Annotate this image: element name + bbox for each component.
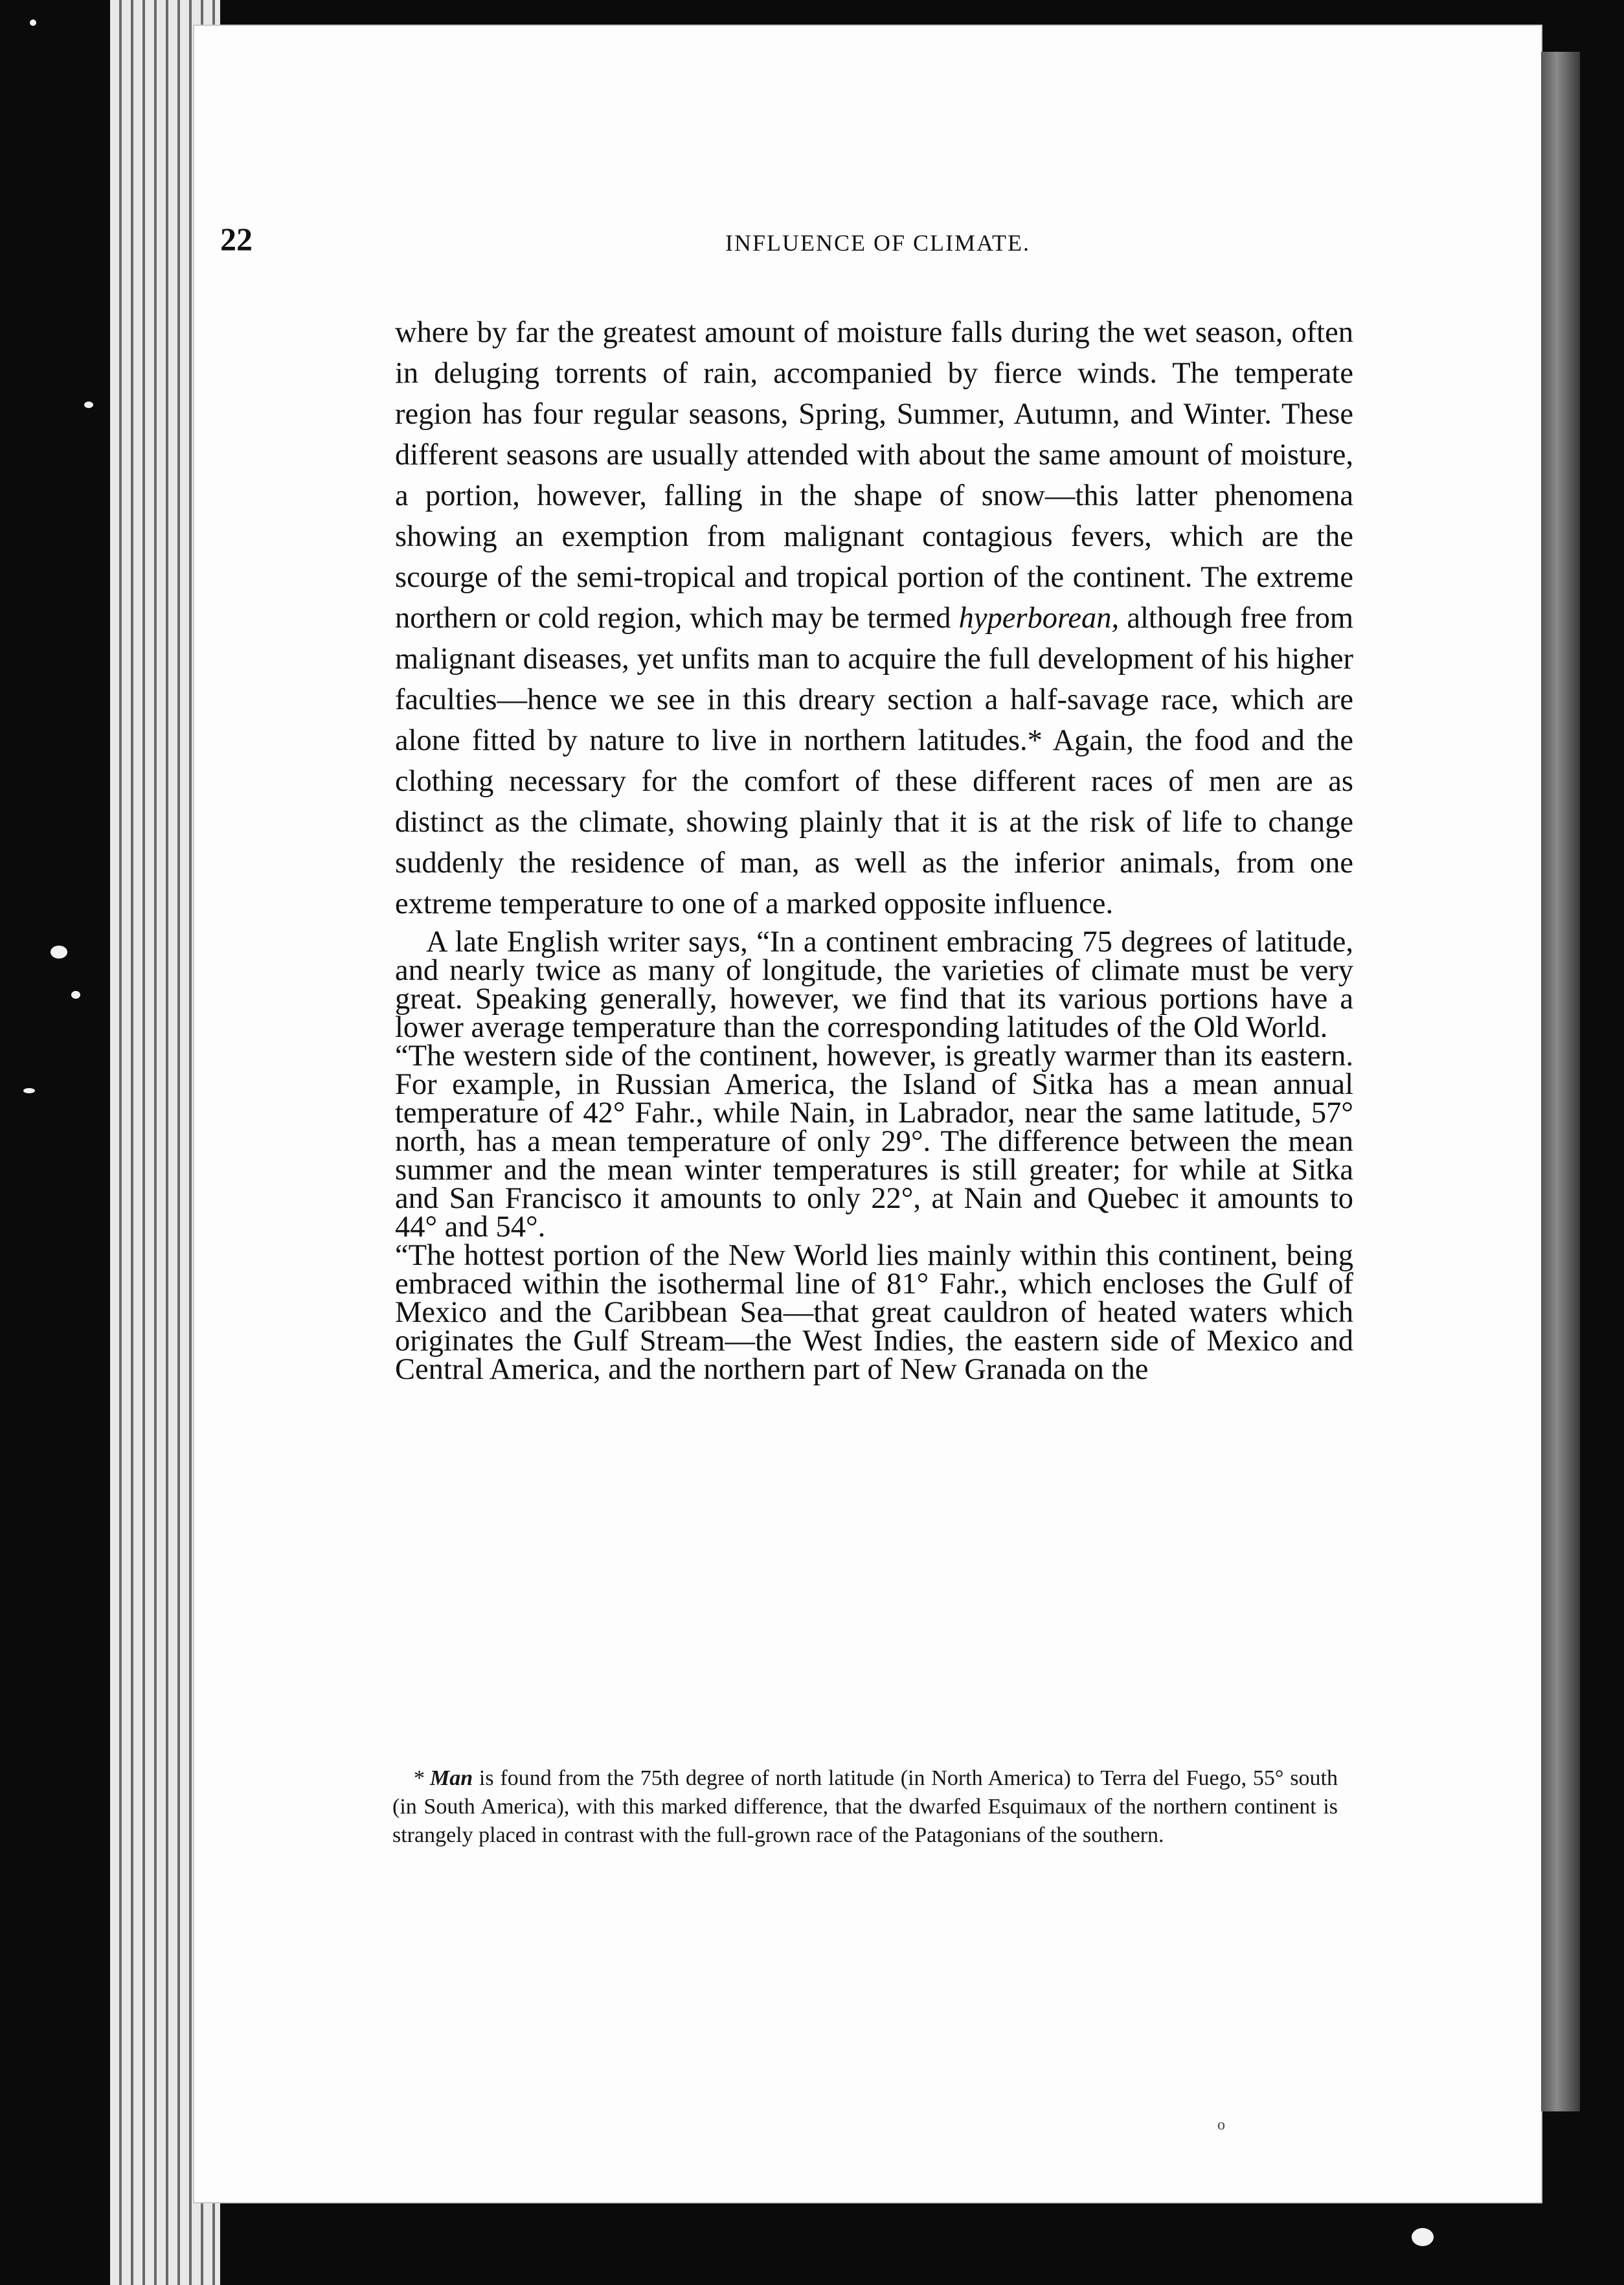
paragraph-1-italic-term: hyperborean, xyxy=(958,602,1120,635)
page-gutter-shadow xyxy=(1541,52,1580,2111)
footnote-text: is found from the 75th degree of north latitude (in North America) to Terra del Fuego, 55° south (in South America), with this marked difference, that the dwarfed Esquimaux of the northern continent is strangely placed in contrast with the full-grown race of the Patagonians of the southern. xyxy=(392,1766,1338,1847)
page-header xyxy=(220,220,1360,279)
paragraph-1-text-start: where by far the greatest amount of moisture falls during the wet season, often in deluging torrents of rain, accompanied by fierce winds. The temperate region has four regular seasons, Spring, Summer, Autumn, and Winter. These different seasons are usually attended with about the same amount of moisture, a portion, however, falling in the shape of snow—this latter phenomena showing an exemption from malignant contagious fevers, which are the scourge of the semi-tropical and tropical portion of the continent. The extreme northern or cold region, which may be termed xyxy=(395,316,1353,635)
scan-speck xyxy=(23,1088,35,1093)
scan-speck xyxy=(30,19,36,26)
running-head: INFLUENCE OF CLIMATE. xyxy=(725,230,1030,256)
footnote xyxy=(392,1764,1338,1850)
scan-speck xyxy=(51,946,67,959)
paragraph-3: “The western side of the continent, however, is greatly warmer than its eastern. For example, in Russian America, the Island of Sitka has a mean annual temperature of 42° Fahr., while Nain, in Labrador, near the same latitude, 57° north, has a mean temperature of only 29°. The difference between the mean summer and the mean winter temperatures is still greater; for while at Sitka and San Francisco it amounts to only 22°, at Nain and Quebec it amounts to 44° and 54°. xyxy=(395,1040,1353,1244)
scan-speck xyxy=(84,402,93,408)
page-number: 22 xyxy=(220,221,253,257)
scan-speck xyxy=(71,991,80,999)
footnote-italic-word: Man xyxy=(430,1766,473,1790)
paragraph-1-text-end: although free from malignant diseases, yet unfits man to acquire the full development of his higher faculties—hence we see in this dreary section a half-savage race, which are alone fitted by nature to live in northern latitudes.* Again, the food and the clothing necessary for the comfort of these different races of men are as distinct as the climate, showing plainly that it is at the risk of life to change suddenly the residence of man, as well as the inferior animals, from one extreme temperature to one of a marked opposite influence. xyxy=(395,602,1353,920)
paragraph-1 xyxy=(395,312,1353,924)
scan-mark: o xyxy=(1217,2117,1225,2133)
paragraph-4: “The hottest portion of the New World lies mainly within this continent, being embraced within the isothermal line of 81° Fahr., which encloses the Gulf of Mexico and the Caribbean Sea—that great cauldron of heated waters which originates the Gulf Stream—the West Indies, the eastern side of Mexico and Central America, and the northern part of New Granada on the xyxy=(395,1239,1353,1386)
scan-speck xyxy=(1412,2228,1434,2246)
footnote-marker: * xyxy=(414,1766,425,1790)
body-text xyxy=(395,312,1353,1384)
paragraph-2: A late English writer says, “In a continent embracing 75 degrees of latitude, and nearly twice as many of longitude, the varieties of climate must be very great. Speaking generally, however, we find that its various portions have a lower average temperature than the corresponding latitudes of the Old World. xyxy=(395,926,1353,1044)
